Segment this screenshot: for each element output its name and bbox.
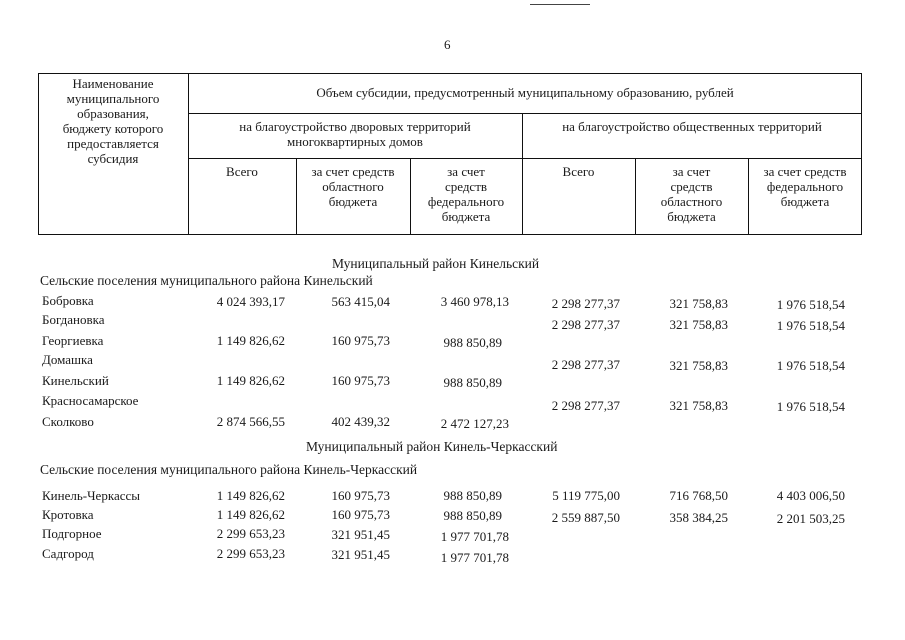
header-g1-federal-line: федерального <box>427 194 505 209</box>
cell-yard-federal: 1 977 701,78 <box>440 550 509 565</box>
header-g2-regional-line: средств <box>670 179 713 194</box>
cell-public-federal: 1 976 518,54 <box>776 358 845 373</box>
header-group-yards <box>188 119 522 149</box>
row-name: Георгиевка <box>42 333 104 348</box>
cell-yard-federal: 988 850,89 <box>443 508 502 523</box>
header-g1-federal-line: за счет <box>447 164 485 179</box>
header-col-name-line: Наименование <box>72 76 154 91</box>
cell-public-total: 5 119 775,00 <box>552 488 620 503</box>
cell-yard-total: 4 024 393,17 <box>216 294 285 309</box>
header-g1-federal-line: средств <box>444 179 488 194</box>
row-name: Домашка <box>42 352 93 367</box>
cell-yard-regional: 160 975,73 <box>331 373 390 388</box>
row-name: Кинель-Черкассы <box>42 488 140 503</box>
header-g1-regional-line: областного <box>322 179 384 194</box>
cell-yard-total: 1 149 826,62 <box>216 507 285 522</box>
header-border-bottom <box>38 234 862 235</box>
row-name: Подгорное <box>42 526 102 541</box>
header-border-top <box>38 73 862 74</box>
cell-yard-total: 2 299 653,23 <box>216 526 285 541</box>
cell-yard-federal: 1 977 701,78 <box>440 529 509 544</box>
section-rural-kc: Сельские поселения муниципального района Кинель-Черкасский <box>40 462 418 477</box>
header-g2-federal-line: федерального <box>766 179 844 194</box>
header-g2-regional-line: областного <box>660 194 723 209</box>
header-g1-federal <box>410 164 522 224</box>
header-g1-regional <box>296 164 410 209</box>
cell-public-federal: 2 201 503,25 <box>776 511 845 526</box>
cell-yard-total: 1 149 826,62 <box>216 373 285 388</box>
header-group-yards-line: многоквартирных домов <box>287 134 423 149</box>
cell-yard-federal: 2 472 127,23 <box>440 416 509 431</box>
header-g1-federal-line: бюджета <box>441 209 491 224</box>
cell-yard-regional: 563 415,04 <box>331 294 390 309</box>
cell-public-total: 2 298 277,37 <box>551 398 620 413</box>
cell-yard-regional: 160 975,73 <box>331 507 390 522</box>
page-number: 6 <box>444 37 451 52</box>
header-divider-subcols <box>188 158 862 159</box>
row-name: Сколково <box>42 414 94 429</box>
cell-yard-regional: 321 951,45 <box>331 547 390 562</box>
header-col-name <box>38 76 188 166</box>
header-main-title: Объем субсидии, предусмотренный муниципальному образованию, рублей <box>316 85 734 100</box>
header-g2-total: Всего <box>562 164 595 179</box>
cell-public-total: 2 298 277,37 <box>551 296 620 311</box>
header-group-yards-line: на благоустройство дворовых территорий <box>239 119 471 134</box>
section-district-kinel: Муниципальный район Кинельский <box>332 256 540 271</box>
cell-yard-regional: 402 439,32 <box>331 414 390 429</box>
table-header <box>38 73 862 235</box>
row-name: Красносамарское <box>42 393 139 408</box>
header-group-public: на благоустройство общественных территорий <box>562 119 822 134</box>
header-g2-federal-line: за счет средств <box>763 164 847 179</box>
row-name: Кинельский <box>42 373 109 388</box>
header-divider-title <box>188 113 862 114</box>
header-g2-federal-line: бюджета <box>780 194 830 209</box>
cell-public-federal: 1 976 518,54 <box>776 297 845 312</box>
header-g1-regional-line: бюджета <box>328 194 378 209</box>
cell-yard-total: 2 299 653,23 <box>216 546 285 561</box>
top-rule <box>530 4 590 5</box>
row-name: Садгород <box>42 546 94 561</box>
cell-yard-total: 1 149 826,62 <box>216 333 285 348</box>
cell-public-federal: 4 403 006,50 <box>776 488 845 503</box>
row-name: Бобровка <box>42 293 94 308</box>
cell-public-total: 2 559 887,50 <box>551 510 620 525</box>
cell-public-federal: 1 976 518,54 <box>776 318 845 333</box>
header-g1-total: Всего <box>226 164 258 179</box>
header-g2-regional-line: бюджета <box>667 209 716 224</box>
cell-public-regional: 321 758,83 <box>669 358 728 373</box>
cell-public-regional: 716 768,50 <box>669 488 728 503</box>
cell-yard-federal: 988 850,89 <box>443 335 502 350</box>
cell-yard-regional: 160 975,73 <box>331 488 390 503</box>
row-name: Богдановка <box>42 312 105 327</box>
cell-yard-regional: 160 975,73 <box>331 333 390 348</box>
cell-public-regional: 358 384,25 <box>669 510 728 525</box>
cell-public-federal: 1 976 518,54 <box>776 399 845 414</box>
cell-yard-regional: 321 951,45 <box>331 527 390 542</box>
cell-yard-federal: 988 850,89 <box>443 375 502 390</box>
header-col-name-line: бюджету которого <box>62 121 164 136</box>
cell-yard-federal: 3 460 978,13 <box>440 294 509 309</box>
header-col-name-line: предоставляется <box>67 136 159 151</box>
cell-public-total: 2 298 277,37 <box>551 357 620 372</box>
section-rural-kinel: Сельские поселения муниципального района Кинельский <box>40 273 373 288</box>
cell-yard-total: 1 149 826,62 <box>216 488 285 503</box>
cell-public-total: 2 298 277,37 <box>551 317 620 332</box>
header-g1-regional-line: за счет средств <box>311 164 395 179</box>
cell-public-regional: 321 758,83 <box>669 296 728 311</box>
header-g2-regional <box>635 164 748 224</box>
header-g2-regional-line: за счет <box>672 164 711 179</box>
cell-public-regional: 321 758,83 <box>669 398 728 413</box>
section-district-kc: Муниципальный район Кинель-Черкасский <box>306 439 558 454</box>
cell-yard-total: 2 874 566,55 <box>216 414 285 429</box>
header-col-name-line: образования, <box>77 106 149 121</box>
header-g2-federal <box>748 164 862 209</box>
cell-yard-federal: 988 850,89 <box>443 488 502 503</box>
header-col-name-line: муниципального <box>66 91 160 106</box>
cell-public-regional: 321 758,83 <box>669 317 728 332</box>
row-name: Кротовка <box>42 507 94 522</box>
header-col-name-line: субсидия <box>87 151 139 166</box>
